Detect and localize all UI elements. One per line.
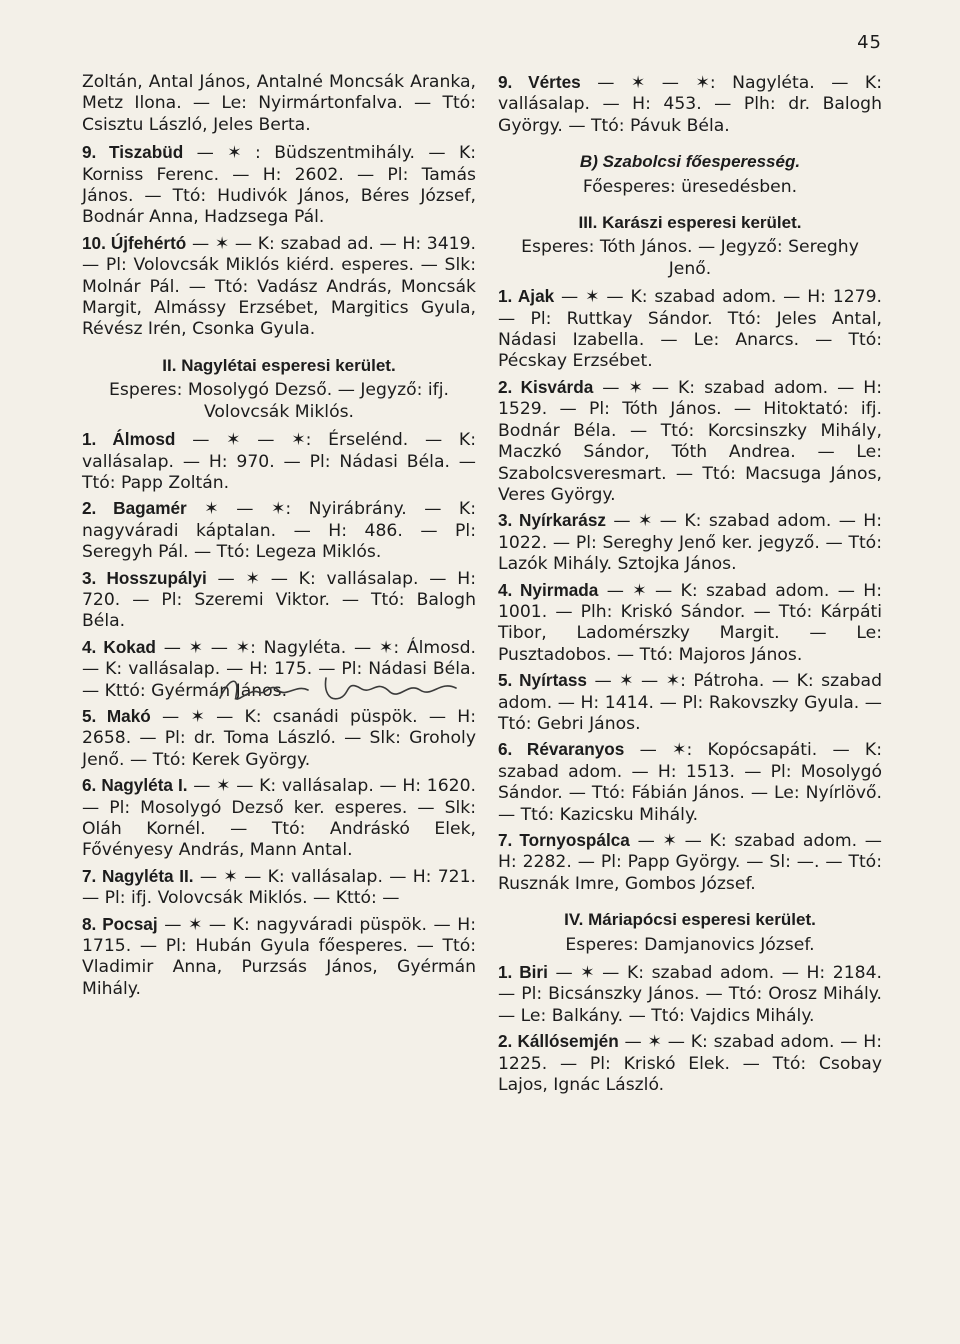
section-officers: Esperes: Damjanovics József. xyxy=(565,934,815,955)
entry-place-name: 9. Tiszabüd xyxy=(82,142,184,163)
section-heading: III. Karászi esperesi kerület. xyxy=(578,213,802,233)
section-heading: IV. Máriapócsi esperesi kerület. xyxy=(564,910,816,930)
directory-entry xyxy=(498,510,882,575)
entry-details: — ✶ — K: szabad adom. — H: 1279. — Pl: Ruttkay Sándor. Ttó: Jeles Antal, Nádasi Izabella. — Le: Anarcs. — Ttó: Pécskay Erzsébet. xyxy=(498,287,882,372)
entry-place-name: 3. Hosszupályi xyxy=(82,567,207,588)
entry-details: — ✶ — K: szabad adom. — H: 1529. — Pl: Tóth János. — Hitoktató: ifj. Bodnár Béla. — Ttó: Korcsinszky Mihály, Maczkó Sándor, Tóth Andrea. — Le: Szabolcsveresmart. — Ttó: Macsuga János, Veres György. xyxy=(498,377,882,505)
directory-entry xyxy=(82,914,476,1001)
directory-entry xyxy=(498,377,882,506)
entry-place-name: 6. Révaranyos xyxy=(498,739,625,760)
entry-place-name: 2. Kállósemjén xyxy=(498,1031,619,1052)
continued-paragraph: Zoltán, Antal János, Antalné Moncsák Aranka, Metz Ilona. — Le: Nyirmártonfalva. — Ttó: Csisztu László, Jeles Berta. xyxy=(82,72,476,135)
entry-place-name: 10. Újfehértó xyxy=(82,232,187,253)
entry-details: — ✶ — K: nagyváradi püspök. — H: 1715. — Pl: Hubán Gyula főesperes. — Ttó: Vladimir Anna, Purzsás János, Gyérmán Mihály. xyxy=(82,914,477,999)
directory-entry xyxy=(498,670,882,735)
entry-place-name: 4. Kokad xyxy=(82,636,156,657)
right-column xyxy=(498,72,882,1100)
entry-details: — ✶ — ✶: Érselénd. — K: vallásalap. — H: 970. — Pl: Nádasi Béla. — Ttó: Papp Zoltán. xyxy=(82,430,476,493)
directory-entry xyxy=(82,142,476,229)
directory-entry xyxy=(498,286,882,373)
section-heading: II. Nagylétai esperesi kerület. xyxy=(162,355,396,375)
directory-entry xyxy=(82,568,476,633)
section-officers: Esperes: Mosolygó Dezső. — Jegyző: ifj. Volovcsák Miklós. xyxy=(109,380,449,422)
directory-entry xyxy=(82,775,476,862)
directory-entry xyxy=(498,580,882,667)
entry-details: — ✶ : Büdszentmihály. — K: Korniss Ferenc. — H: 2602. — Pl: Tamás János. — Ttó: Hudivók János, Béres József, Bodnár Anna, Hadzsega Pál. xyxy=(82,143,477,228)
entry-details: — ✶ — K: csanádi püspök. — H: 2658. — Pl: dr. Toma László. — Slk: Groholy Jenő. — Ttó: Kerek György. xyxy=(82,706,476,770)
directory-entry xyxy=(82,498,476,563)
entry-details: — ✶ — K: vallásalap. — H: 720. — Pl: Szeremi Viktor. — Ttó: Balogh Béla. xyxy=(82,568,476,632)
entry-details: ✶ — ✶: Nyirábrány. — K: nagyváradi káptalan. — H: 486. — Pl: Seregyh Pál. — Ttó: Legeza Miklós. xyxy=(82,499,476,563)
entry-place-name: 2. Bagamér xyxy=(82,498,187,519)
entry-details: — ✶: Kopócsapáti. — K: szabad adom. — H: 1513. — Pl: Mosolygó Sándor. — Ttó: Fábián János. — Le: Nyírlövő. — Ttó: Kazicsku Mihály. xyxy=(498,740,882,825)
entry-details: — ✶ — ✶: Pátroha. — K: szabad adom. — H: 1414. — Pl: Rakovszky Gyula. — Ttó: Gebri János. xyxy=(498,671,882,734)
entry-place-name: 6. Nagyléta I. xyxy=(82,775,188,796)
directory-entry xyxy=(82,233,476,341)
entry-place-name: 7. Tornyospálca xyxy=(498,830,630,850)
entry-details: — ✶ — K: szabad adom. — H: 1225. — Pl: Kriskó Elek. — Ttó: Csobay Lajos, Ignác László. xyxy=(498,1032,882,1096)
section-heading: B) Szabolcsi főesperesség. xyxy=(579,152,801,172)
directory-entry xyxy=(82,637,476,702)
entry-details: — ✶ — K: szabad adom. — H: 2184. — Pl: Bicsánszky János. — Ttó: Orosz Mihály. — Le: Balkány. — Ttó: Vajdics Mihály. xyxy=(498,963,882,1026)
directory-entry xyxy=(498,830,882,895)
entry-place-name: 5. Makó xyxy=(82,705,151,726)
section-officers: Esperes: Tóth János. — Jegyző: Sereghy Jenő. xyxy=(521,237,859,279)
entry-place-name: 5. Nyírtass xyxy=(498,670,587,691)
entry-details: — ✶ — K: szabad adom. — H: 1022. — Pl: Sereghy Jenő ker. jegyző. — Ttó: Lazók Mihály. Sztojka János. xyxy=(498,511,883,575)
entry-details: — ✶ — ✶: Nagyléta. — ✶: Álmosd. — K: vallásalap. — H: 175. — Pl: Nádasi Béla. — Kttó: Gyérmán János. xyxy=(82,637,477,701)
entry-place-name: 1. Biri xyxy=(498,962,548,983)
entry-place-name: 4. Nyirmada xyxy=(498,579,599,600)
left-column xyxy=(82,72,476,1004)
directory-entry xyxy=(82,429,476,494)
page-number: 45 xyxy=(857,32,882,53)
entry-details: — ✶ — K: szabad ad. — H: 3419. — Pl: Volovcsák Miklós kiérd. esperes. — Slk: Molnár Pál. — Ttó: Vadász András, Moncsák Margit, Almássy Erzsébet, Margitics Gyula, Révész Irén, Csonka Gyula. xyxy=(82,233,476,340)
entry-details: — ✶ — ✶: Nagyléta. — K: vallásalap. — H: 453. — Plh: dr. Balogh György. — Ttó: Pávuk Béla. xyxy=(498,73,882,136)
entry-details: — ✶ — K: szabad adom. — H: 1001. — Plh: Kriskó Sándor. — Ttó: Kárpáti Tibor, Ladomérszky Margit. — Le: Pusztadobos. — Ttó: Majoros János. xyxy=(498,580,882,665)
entry-details: — ✶ — K: vallásalap. — H: 721. — Pl: ifj. Volovcsák Miklós. — Kttó: — xyxy=(82,866,477,909)
entry-details: — ✶ — K: vallásalap. — H: 1620. — Pl: Mosolygó Dezső ker. esperes. — Slk: Oláh Kornél. — Ttó: Andráskó Elek, Fővényesy András, Mann Antal. xyxy=(82,776,476,861)
directory-entry xyxy=(498,739,882,826)
directory-entry xyxy=(82,706,476,771)
entry-place-name: 3. Nyírkarász xyxy=(498,510,607,531)
directory-entry xyxy=(82,866,476,910)
entry-place-name: 9. Vértes xyxy=(498,72,581,92)
entry-place-name: 2. Kisvárda xyxy=(498,376,594,397)
entry-place-name: 8. Pocsaj xyxy=(82,913,158,934)
entry-place-name: 1. Álmosd xyxy=(82,429,176,450)
section-officers: Főesperes: üresedésben. xyxy=(582,176,798,197)
entry-place-name: 7. Nagyléta II. xyxy=(82,865,194,886)
directory-entry xyxy=(498,1031,882,1096)
directory-entry xyxy=(498,72,882,137)
entry-details: — ✶ — K: szabad adom. — H: 2282. — Pl: Papp György. — Sl: —. — Ttó: Rusznák Imre, Gombos József. xyxy=(498,831,882,894)
directory-entry xyxy=(498,962,882,1027)
entry-place-name: 1. Ajak xyxy=(498,286,555,307)
